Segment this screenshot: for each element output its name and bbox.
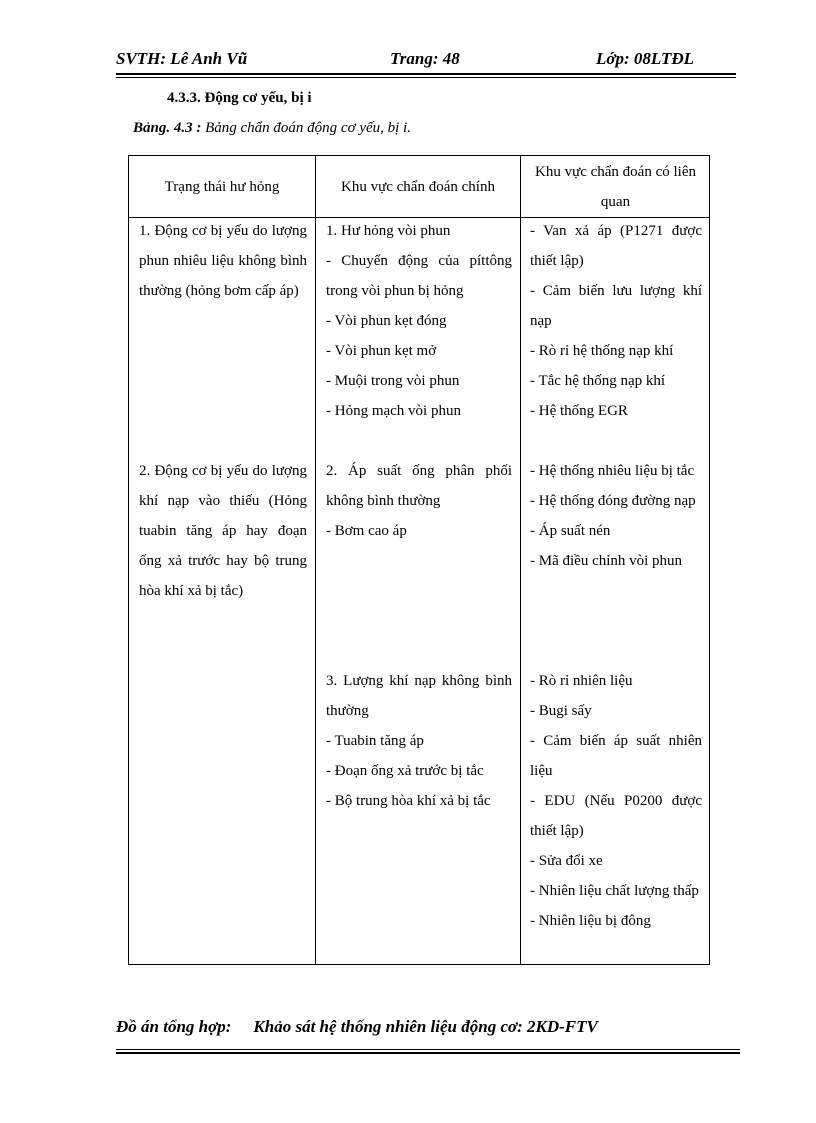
table-header-related-area: Khu vực chẩn đoán có liên quan bbox=[535, 163, 696, 210]
cell-line: - EDU (Nếu P0200 được thiết lập) bbox=[530, 793, 702, 839]
cell-line: - Hệ thống EGR bbox=[530, 403, 628, 419]
cell-line: - Bơm cao áp bbox=[326, 523, 407, 539]
table-caption-label: Bảng. 4.3 : bbox=[133, 120, 202, 136]
cell-line: - Bộ trung hòa khí xả bị tắc bbox=[326, 793, 491, 809]
table-cell-state bbox=[139, 456, 307, 606]
cell-line: 2. Áp suất ống phân phối không bình thường bbox=[326, 463, 512, 509]
cell-line: - Tắc hệ thống nạp khí bbox=[530, 373, 666, 389]
cell-line: - Vòi phun kẹt đóng bbox=[326, 313, 447, 329]
header-page-number: Trang: 48 bbox=[390, 49, 460, 68]
footer-title bbox=[116, 1017, 598, 1037]
cell-line: - Hệ thống đóng đường nạp bbox=[530, 493, 696, 509]
cell-line: - Mã điều chỉnh vòi phun bbox=[530, 553, 683, 569]
footer-rule bbox=[116, 1052, 740, 1054]
table-column-divider bbox=[315, 156, 316, 964]
header-student-name: SVTH: Lê Anh Vũ bbox=[116, 49, 248, 68]
header-class: Lớp: 08LTĐL bbox=[596, 49, 695, 68]
table-cell-related bbox=[530, 666, 702, 936]
table-caption-text: Bảng chẩn đoán động cơ yếu, bị i. bbox=[201, 120, 411, 136]
table-cell-main bbox=[326, 216, 512, 426]
table-cell-main bbox=[326, 666, 512, 816]
header-rule-thin bbox=[116, 77, 736, 78]
footer-rule-thin bbox=[116, 1049, 740, 1050]
cell-line: - Rò rỉ hệ thống nạp khí bbox=[530, 343, 674, 359]
table-cell-related bbox=[530, 216, 702, 426]
table-cell-state bbox=[139, 216, 307, 306]
table-header-main-area: Khu vực chẩn đoán chính bbox=[341, 178, 495, 195]
cell-line: 3. Lượng khí nạp không bình thường bbox=[326, 673, 512, 719]
table-caption bbox=[133, 120, 411, 137]
cell-line: - Hệ thống nhiêu liệu bị tắc bbox=[530, 463, 695, 479]
table-column-divider bbox=[520, 156, 521, 964]
cell-line: 1. Hư hỏng vòi phun bbox=[326, 223, 451, 239]
cell-line: - Nhiên liệu bị đông bbox=[530, 913, 651, 929]
cell-line: - Vòi phun kẹt mở bbox=[326, 343, 437, 359]
cell-line: - Cảm biến áp suất nhiên liệu bbox=[530, 733, 702, 779]
cell-line: - Nhiên liệu chất lượng thấp bbox=[530, 883, 699, 899]
footer-text: Khảo sát hệ thống nhiên liệu động cơ: 2KD-FTV bbox=[253, 1017, 598, 1036]
footer-label: Đồ án tổng hợp: bbox=[116, 1017, 232, 1036]
cell-line: 1. Động cơ bị yếu do lượng phun nhiêu liệu không bình thường (hỏng bơm cấp áp) bbox=[139, 223, 307, 299]
cell-line: - Cảm biến lưu lượng khí nạp bbox=[530, 283, 702, 329]
cell-line: - Van xả áp (P1271 được thiết lập) bbox=[530, 223, 702, 269]
cell-line: - Rò rỉ nhiên liệu bbox=[530, 673, 633, 689]
cell-line: - Đoạn ống xả trước bị tắc bbox=[326, 763, 484, 779]
cell-line: - Muội trong vòi phun bbox=[326, 373, 460, 389]
cell-line: - Sửa đổi xe bbox=[530, 853, 603, 869]
table-cell-main bbox=[326, 456, 512, 546]
cell-line: - Tuabin tăng áp bbox=[326, 733, 424, 749]
table-cell-related bbox=[530, 456, 702, 576]
cell-line: 2. Động cơ bị yếu do lượng khí nạp vào thiếu (Hỏng tuabin tăng áp hay đoạn ống xả trước hay bộ trung hòa khí xả bị tắc) bbox=[139, 463, 307, 599]
diagnosis-table bbox=[128, 155, 710, 965]
cell-line: - Hỏng mạch vòi phun bbox=[326, 403, 461, 419]
cell-line: - Áp suất nén bbox=[530, 523, 611, 539]
cell-line: - Bugi sấy bbox=[530, 703, 592, 719]
header-rule bbox=[116, 73, 736, 75]
section-title: 4.3.3. Động cơ yếu, bị i bbox=[167, 90, 312, 106]
table-header-state: Trạng thái hư hỏng bbox=[164, 178, 280, 195]
cell-line: - Chuyển động của píttông trong vòi phun bị hỏng bbox=[326, 253, 512, 299]
